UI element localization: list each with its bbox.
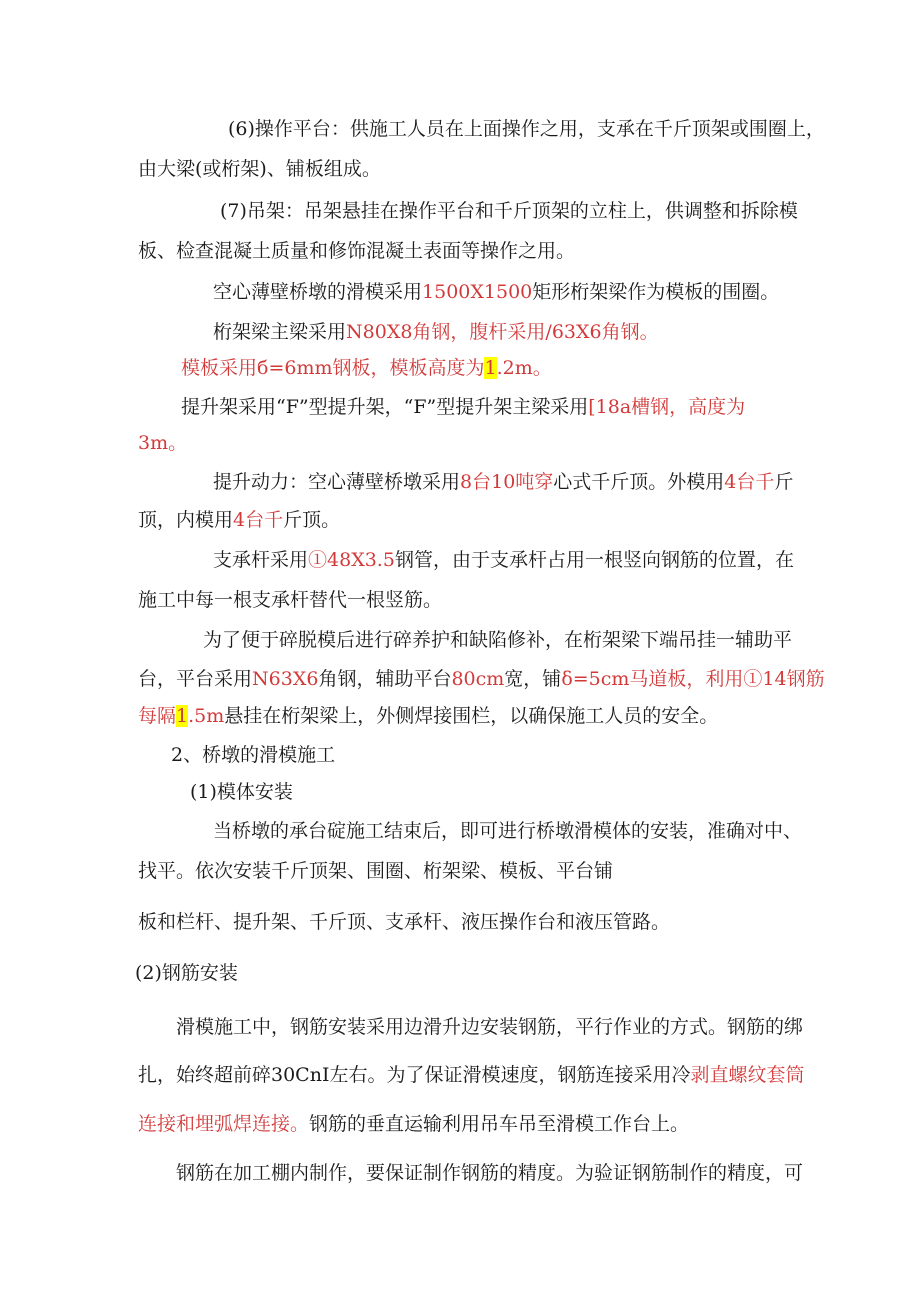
red-text: 模板采用б=6mm钢板，模板高度为 (181, 357, 485, 379)
text: 找平。依次安装千斤顶架、围圈、桁架梁、模板、平台铺 (138, 860, 614, 882)
red-text: 1500X1500 (422, 281, 533, 303)
subsection-heading-2 (135, 961, 238, 985)
para-7-line-1 (220, 199, 798, 223)
para-7-line-2 (138, 239, 575, 263)
red-text: 3m。 (138, 432, 188, 454)
red-text: ①48X3.5 (308, 549, 395, 571)
text: 角钢，辅助平台 (318, 668, 452, 690)
red-text: .5m (188, 705, 225, 727)
text: 支承杆采用 (213, 549, 309, 571)
text: 扎，始终超前碎30CnI左右。为了保证滑模速度，钢筋连接采用冷 (138, 1064, 691, 1086)
text: 桁架梁主梁采用 (213, 321, 347, 343)
text: 由大梁(或桁架)、铺板组成。 (138, 158, 381, 180)
red-text: 4台千 (724, 471, 775, 493)
text: 顶，内模用 (138, 509, 234, 531)
para-6-line-1 (228, 117, 825, 141)
red-text: N80X8角钢，腹杆采用/63X6角钢。 (346, 321, 659, 343)
text: 为了便于碎脱模后进行碎养护和缺陷修补，在桁架梁下端吊挂一辅助平 (203, 629, 793, 651)
para-rebar-line-2 (138, 1063, 804, 1087)
para-aux-platform-line-1 (203, 628, 792, 652)
para-mold-install-line-1 (213, 819, 802, 843)
red-text: 剥直螺纹套筒 (690, 1064, 805, 1086)
text: 提升架采用“F”型提升架，“F”型提升架主梁采用 (181, 396, 589, 418)
para-rebar-line-1 (176, 1015, 803, 1039)
text: 悬挂在桁架梁上，外侧焊接围栏，以确保施工人员的安全。 (224, 705, 719, 727)
text: 当桥墩的承台碇施工结束后，即可进行桥墩滑模体的安装，准确对中、 (213, 820, 803, 842)
red-text: 80cm (451, 668, 505, 690)
text: (2)钢筋安装 (135, 962, 238, 984)
red-text: 8台10吨穿 (460, 471, 554, 493)
para-rebar-precision (176, 1161, 803, 1185)
text: 滑模施工中，钢筋安装采用边滑升边安装钢筋，平行作业的方式。钢筋的绑 (176, 1016, 804, 1038)
text: 心式千斤顶。外模用 (553, 471, 725, 493)
para-support-rod-line-2 (138, 588, 442, 612)
text: 提升动力：空心薄壁桥墩采用 (213, 471, 461, 493)
section-heading-2 (171, 743, 335, 767)
text: (7)吊架：吊架悬挂在操作平台和千斤顶架的立柱上，供调整和拆除模 (220, 200, 798, 222)
text: 台，平台采用 (138, 668, 253, 690)
para-rebar-line-3 (138, 1112, 689, 1136)
para-aux-platform-line-3 (138, 704, 718, 728)
text: 空心薄壁桥墩的滑模采用 (213, 281, 423, 303)
para-lift-power-line-1 (213, 470, 793, 494)
para-support-rod-line-1 (213, 548, 794, 572)
highlighted-text: 1 (176, 705, 189, 727)
red-text: N63X6 (252, 668, 319, 690)
red-text: 连接和埋弧焊连接。 (138, 1113, 310, 1135)
para-lift-frame-line-2 (138, 431, 187, 455)
text: 矩形桁架梁作为模板的围圈。 (532, 281, 780, 303)
text: 板、检查混凝土质量和修饰混凝土表面等操作之用。 (138, 240, 576, 262)
para-main-beam (213, 320, 659, 344)
para-aux-platform-line-2 (138, 667, 825, 691)
red-text: 4台千 (233, 509, 284, 531)
para-lift-power-line-2 (138, 508, 340, 532)
text: 钢管，由于支承杆占用一根竖向钢筋的位置，在 (394, 549, 794, 571)
subsection-heading-1 (190, 780, 293, 804)
text: 2、桥墩的滑模施工 (171, 744, 336, 766)
text: 斤顶。 (283, 509, 341, 531)
para-6-line-2 (138, 157, 381, 181)
para-formwork (181, 356, 552, 380)
red-text: .2m。 (496, 357, 552, 379)
text: 钢筋在加工棚内制作，要保证制作钢筋的精度。为验证钢筋制作的精度，可 (176, 1162, 804, 1184)
text: 钢筋的垂直运输利用吊车吊至滑模工作台上。 (309, 1113, 690, 1135)
red-text: δ=5cm马道板，利用①14钢筋 (561, 668, 825, 690)
highlighted-text: 1 (484, 357, 497, 379)
text: (1)模体安装 (190, 781, 293, 803)
text: 施工中每一根支承杆替代一根竖筋。 (138, 589, 443, 611)
para-mold-install-line-2 (138, 859, 613, 883)
text: (6)操作平台：供施工人员在上面操作之用，支承在千斤顶架或围圈上， (228, 118, 825, 140)
para-lift-frame-line-1 (181, 395, 745, 419)
text: 宽，铺 (504, 668, 562, 690)
para-frame-size (213, 280, 779, 304)
para-mold-install-line-3 (138, 910, 670, 934)
text: 板和栏杆、提升架、千斤顶、支承杆、液压操作台和液压管路。 (138, 911, 671, 933)
text: 斤 (774, 471, 794, 493)
red-text: [18a槽钢，高度为 (588, 396, 746, 418)
red-text: 每隔 (138, 705, 177, 727)
